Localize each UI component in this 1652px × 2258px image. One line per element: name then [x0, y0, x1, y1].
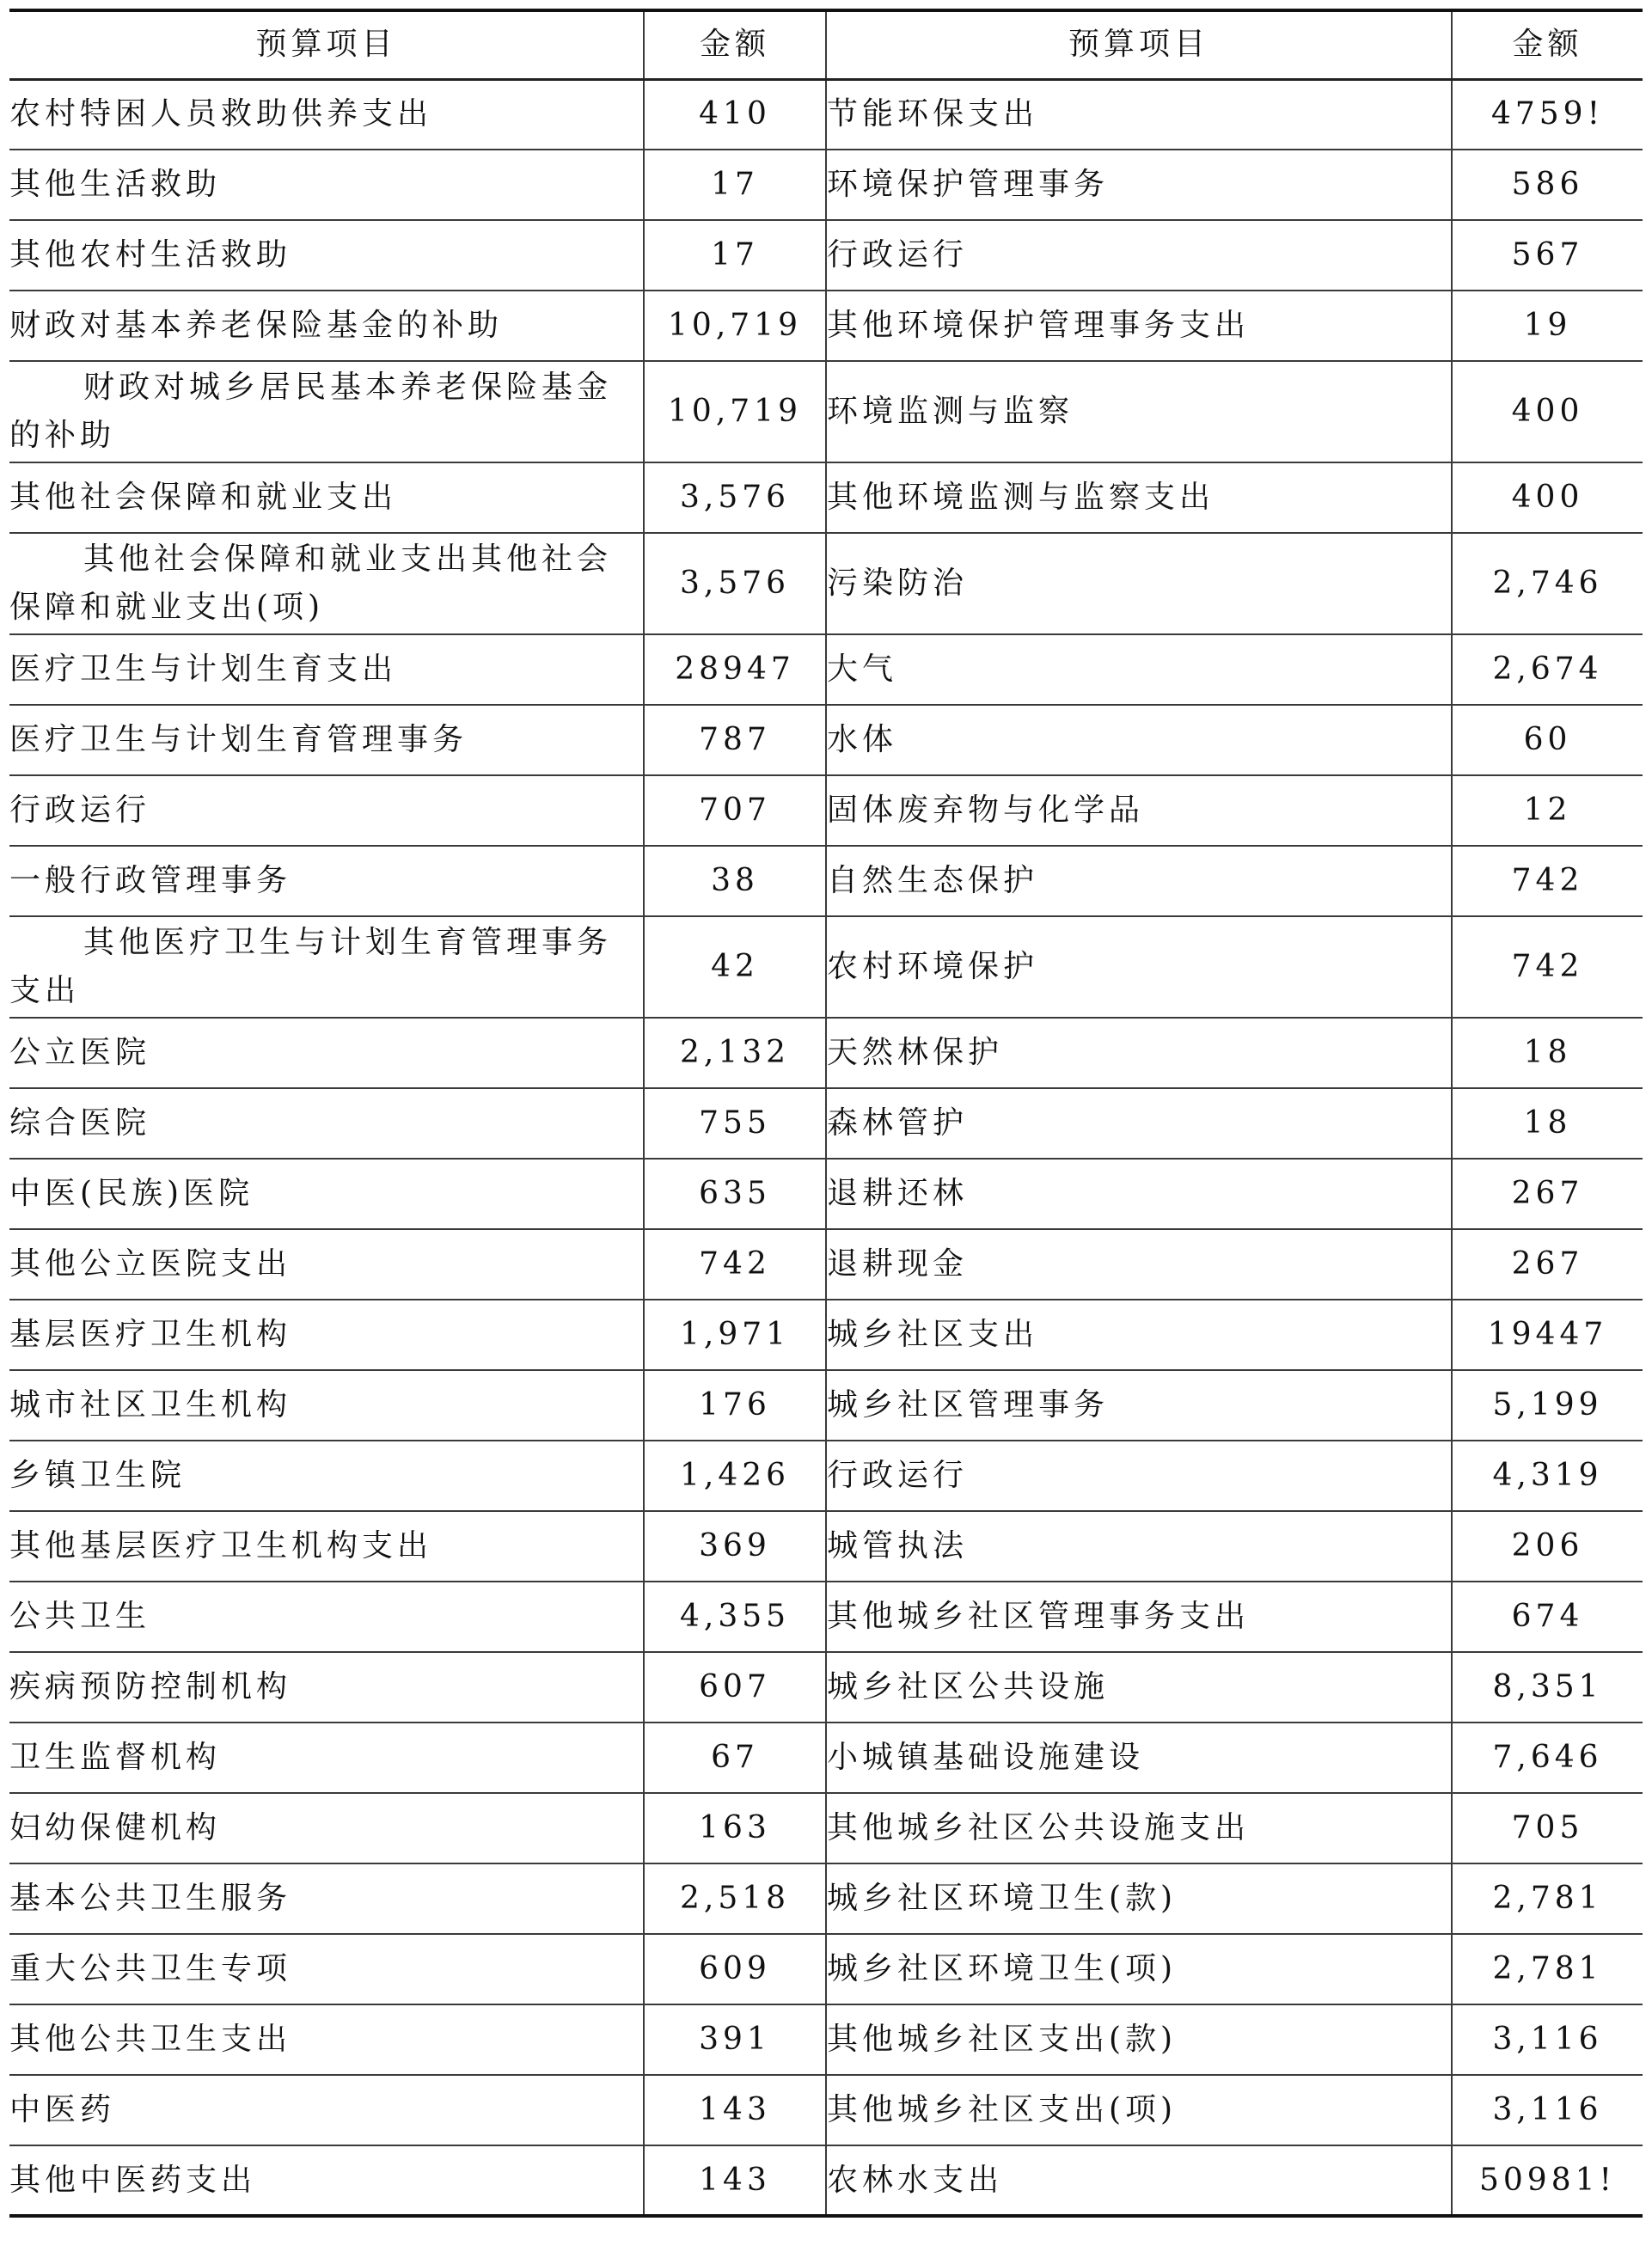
header-amount-right: 金额 — [1452, 10, 1643, 79]
left-item-cell: 农村特困人员救助供养支出 — [9, 79, 644, 150]
right-item-cell: 城乡社区支出 — [826, 1300, 1452, 1370]
right-item-cell: 其他城乡社区支出(款) — [826, 2004, 1452, 2075]
right-amount-cell: 400 — [1452, 462, 1643, 533]
table-row — [9, 775, 1643, 846]
left-amount-cell: 391 — [644, 2004, 826, 2075]
right-amount-cell: 50981! — [1452, 2145, 1643, 2216]
left-amount-cell: 163 — [644, 1793, 826, 1863]
table-body — [9, 79, 1643, 2216]
left-item-cell: 乡镇卫生院 — [9, 1441, 644, 1511]
left-amount-cell: 1,426 — [644, 1441, 826, 1511]
left-item-cell: 一般行政管理事务 — [9, 846, 644, 916]
left-item-cell: 其他生活救助 — [9, 150, 644, 220]
right-item-cell: 退耕现金 — [826, 1229, 1452, 1300]
right-amount-cell: 5,199 — [1452, 1370, 1643, 1441]
table-row — [9, 705, 1643, 775]
right-item-cell: 城乡社区管理事务 — [826, 1370, 1452, 1441]
left-item-cell: 其他社会保障和就业支出其他社会保障和就业支出(项) — [9, 533, 644, 634]
right-item-cell: 节能环保支出 — [826, 79, 1452, 150]
right-item-cell: 其他城乡社区公共设施支出 — [826, 1793, 1452, 1863]
table-row — [9, 1582, 1643, 1652]
table-row — [9, 1018, 1643, 1088]
left-amount-cell: 3,576 — [644, 533, 826, 634]
right-amount-cell: 206 — [1452, 1511, 1643, 1582]
table-row — [9, 2145, 1643, 2216]
left-item-cell: 其他中医药支出 — [9, 2145, 644, 2216]
right-item-cell: 大气 — [826, 634, 1452, 705]
left-amount-cell: 755 — [644, 1088, 826, 1159]
right-amount-cell: 674 — [1452, 1582, 1643, 1652]
header-row — [9, 10, 1643, 79]
left-amount-cell: 17 — [644, 150, 826, 220]
table-row — [9, 1511, 1643, 1582]
table-row — [9, 1159, 1643, 1229]
left-item-cell: 其他基层医疗卫生机构支出 — [9, 1511, 644, 1582]
left-amount-cell: 3,576 — [644, 462, 826, 533]
table-row — [9, 1652, 1643, 1723]
right-amount-cell: 19447 — [1452, 1300, 1643, 1370]
right-amount-cell: 18 — [1452, 1018, 1643, 1088]
table-row — [9, 291, 1643, 361]
header-item-right: 预算项目 — [826, 10, 1452, 79]
right-item-cell: 天然林保护 — [826, 1018, 1452, 1088]
table-row — [9, 1863, 1643, 1934]
left-amount-cell: 742 — [644, 1229, 826, 1300]
table-row — [9, 150, 1643, 220]
right-item-cell: 固体废弃物与化学品 — [826, 775, 1452, 846]
right-amount-cell: 18 — [1452, 1088, 1643, 1159]
right-amount-cell: 3,116 — [1452, 2004, 1643, 2075]
left-amount-cell: 607 — [644, 1652, 826, 1723]
right-item-cell: 城乡社区环境卫生(款) — [826, 1863, 1452, 1934]
left-amount-cell: 2,132 — [644, 1018, 826, 1088]
table-row — [9, 220, 1643, 291]
right-item-cell: 行政运行 — [826, 220, 1452, 291]
left-item-cell: 公共卫生 — [9, 1582, 644, 1652]
right-item-cell: 小城镇基础设施建设 — [826, 1723, 1452, 1793]
right-item-cell: 污染防治 — [826, 533, 1452, 634]
right-amount-cell: 7,646 — [1452, 1723, 1643, 1793]
left-amount-cell: 787 — [644, 705, 826, 775]
left-amount-cell: 176 — [644, 1370, 826, 1441]
left-item-cell: 基本公共卫生服务 — [9, 1863, 644, 1934]
left-item-cell: 综合医院 — [9, 1088, 644, 1159]
right-amount-cell: 742 — [1452, 846, 1643, 916]
right-amount-cell: 2,746 — [1452, 533, 1643, 634]
left-amount-cell: 707 — [644, 775, 826, 846]
right-amount-cell: 4759! — [1452, 79, 1643, 150]
table-header — [9, 10, 1643, 79]
right-item-cell: 其他城乡社区支出(项) — [826, 2075, 1452, 2145]
left-item-cell: 公立医院 — [9, 1018, 644, 1088]
table-row — [9, 1300, 1643, 1370]
right-item-cell: 农村环境保护 — [826, 916, 1452, 1018]
left-item-cell: 医疗卫生与计划生育管理事务 — [9, 705, 644, 775]
right-item-cell: 环境保护管理事务 — [826, 150, 1452, 220]
left-amount-cell: 42 — [644, 916, 826, 1018]
right-amount-cell: 3,116 — [1452, 2075, 1643, 2145]
right-amount-cell: 8,351 — [1452, 1652, 1643, 1723]
left-amount-cell: 143 — [644, 2145, 826, 2216]
right-item-cell: 自然生态保护 — [826, 846, 1452, 916]
table-row — [9, 462, 1643, 533]
left-item-cell: 卫生监督机构 — [9, 1723, 644, 1793]
left-amount-cell: 10,719 — [644, 361, 826, 462]
left-amount-cell: 67 — [644, 1723, 826, 1793]
left-amount-cell: 609 — [644, 1934, 826, 2004]
table-row — [9, 533, 1643, 634]
table-row — [9, 846, 1643, 916]
right-amount-cell: 742 — [1452, 916, 1643, 1018]
table-row — [9, 1934, 1643, 2004]
header-amount-left: 金额 — [644, 10, 826, 79]
right-item-cell: 行政运行 — [826, 1441, 1452, 1511]
right-amount-cell: 267 — [1452, 1229, 1643, 1300]
left-item-cell: 财政对城乡居民基本养老保险基金的补助 — [9, 361, 644, 462]
left-amount-cell: 143 — [644, 2075, 826, 2145]
right-item-cell: 城管执法 — [826, 1511, 1452, 1582]
left-amount-cell: 4,355 — [644, 1582, 826, 1652]
table-row — [9, 79, 1643, 150]
left-amount-cell: 10,719 — [644, 291, 826, 361]
table-row — [9, 916, 1643, 1018]
left-item-cell: 行政运行 — [9, 775, 644, 846]
table-row — [9, 1793, 1643, 1863]
header-item-left: 预算项目 — [9, 10, 644, 79]
left-item-cell: 中医药 — [9, 2075, 644, 2145]
table-row — [9, 1370, 1643, 1441]
budget-table — [9, 9, 1643, 2218]
left-item-cell: 医疗卫生与计划生育支出 — [9, 634, 644, 705]
left-item-cell: 中医(民族)医院 — [9, 1159, 644, 1229]
right-item-cell: 其他城乡社区管理事务支出 — [826, 1582, 1452, 1652]
right-amount-cell: 705 — [1452, 1793, 1643, 1863]
right-amount-cell: 2,781 — [1452, 1863, 1643, 1934]
left-item-cell: 其他公立医院支出 — [9, 1229, 644, 1300]
right-item-cell: 森林管护 — [826, 1088, 1452, 1159]
right-item-cell: 农林水支出 — [826, 2145, 1452, 2216]
table-row — [9, 1088, 1643, 1159]
right-item-cell: 城乡社区环境卫生(项) — [826, 1934, 1452, 2004]
table-row — [9, 1441, 1643, 1511]
left-amount-cell: 38 — [644, 846, 826, 916]
table-row — [9, 634, 1643, 705]
right-amount-cell: 586 — [1452, 150, 1643, 220]
right-amount-cell: 60 — [1452, 705, 1643, 775]
table-row — [9, 2075, 1643, 2145]
left-amount-cell: 369 — [644, 1511, 826, 1582]
right-item-cell: 其他环境保护管理事务支出 — [826, 291, 1452, 361]
left-item-cell: 重大公共卫生专项 — [9, 1934, 644, 2004]
table-row — [9, 361, 1643, 462]
table-row — [9, 1229, 1643, 1300]
right-amount-cell: 267 — [1452, 1159, 1643, 1229]
left-amount-cell: 17 — [644, 220, 826, 291]
left-amount-cell: 2,518 — [644, 1863, 826, 1934]
right-amount-cell: 400 — [1452, 361, 1643, 462]
right-amount-cell: 12 — [1452, 775, 1643, 846]
left-item-cell: 基层医疗卫生机构 — [9, 1300, 644, 1370]
right-item-cell: 水体 — [826, 705, 1452, 775]
left-amount-cell: 635 — [644, 1159, 826, 1229]
table-row — [9, 2004, 1643, 2075]
table-row — [9, 1723, 1643, 1793]
left-item-cell: 其他农村生活救助 — [9, 220, 644, 291]
right-amount-cell: 567 — [1452, 220, 1643, 291]
right-amount-cell: 2,674 — [1452, 634, 1643, 705]
right-amount-cell: 19 — [1452, 291, 1643, 361]
left-item-cell: 其他公共卫生支出 — [9, 2004, 644, 2075]
left-item-cell: 城市社区卫生机构 — [9, 1370, 644, 1441]
left-amount-cell: 410 — [644, 79, 826, 150]
left-item-cell: 其他社会保障和就业支出 — [9, 462, 644, 533]
right-item-cell: 其他环境监测与监察支出 — [826, 462, 1452, 533]
right-amount-cell: 2,781 — [1452, 1934, 1643, 2004]
left-item-cell: 疾病预防控制机构 — [9, 1652, 644, 1723]
right-amount-cell: 4,319 — [1452, 1441, 1643, 1511]
left-amount-cell: 28947 — [644, 634, 826, 705]
left-item-cell: 财政对基本养老保险基金的补助 — [9, 291, 644, 361]
left-amount-cell: 1,971 — [644, 1300, 826, 1370]
left-item-cell: 其他医疗卫生与计划生育管理事务支出 — [9, 916, 644, 1018]
right-item-cell: 退耕还林 — [826, 1159, 1452, 1229]
left-item-cell: 妇幼保健机构 — [9, 1793, 644, 1863]
right-item-cell: 城乡社区公共设施 — [826, 1652, 1452, 1723]
right-item-cell: 环境监测与监察 — [826, 361, 1452, 462]
